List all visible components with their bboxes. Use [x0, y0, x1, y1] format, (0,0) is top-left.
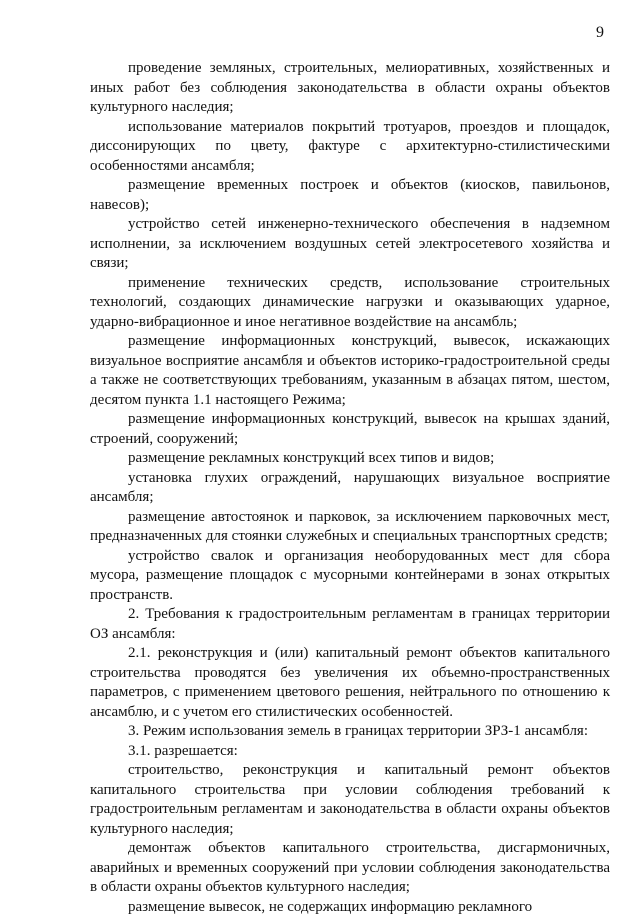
paragraph: 2.1. реконструкция и (или) капитальный ремонт объектов капитального строительства проводятся без увеличения их объемно-пространственных параметров, с применением цветового решения, нейтрального по отношению к ансамблю, и с учетом его стилистических особенностей.	[90, 644, 610, 722]
paragraph: использование материалов покрытий тротуаров, проездов и площадок, диссонирующих по цвету, фактуре с архитектурно-стилистическими особенностями ансамбля;	[90, 118, 610, 177]
paragraph: устройство свалок и организация необорудованных мест для сбора мусора, размещение площадок с мусорными контейнерами в зонах открытых пространств.	[90, 547, 610, 606]
paragraph: строительство, реконструкция и капитальный ремонт объектов капитального строительства при условии соблюдения требований к градостроительным регламентам и законодательства в области охраны объектов культурного наследия;	[90, 761, 610, 839]
paragraph: размещение автостоянок и парковок, за исключением парковочных мест, предназначенных для стоянки служебных и специальных транспортных средств;	[90, 508, 610, 547]
paragraph: применение технических средств, использование строительных технологий, создающих динамические нагрузки и оказывающих ударное, ударно-вибрационное и иное негативное воздействие на ансамбль;	[90, 274, 610, 333]
section-heading: 3. Режим использования земель в границах территории ЗРЗ-1 ансамбля:	[90, 722, 610, 742]
paragraph: размещение временных построек и объектов (киосков, павильонов, навесов);	[90, 176, 610, 215]
paragraph: демонтаж объектов капитального строительства, дисгармоничных, аварийных и временных сооружений при условии соблюдения законодательства в области охраны объектов культурного наследия;	[90, 839, 610, 898]
page-number: 9	[596, 24, 604, 42]
document-body	[90, 59, 610, 917]
paragraph: размещение рекламных конструкций всех типов и видов;	[90, 449, 610, 469]
paragraph: установка глухих ограждений, нарушающих визуальное восприятие ансамбля;	[90, 469, 610, 508]
paragraph: размещение информационных конструкций, вывесок, искажающих визуальное восприятие ансамбля и объектов историко-градостроительной среды а также не соответствующих требованиям, указанным в абзацах пятом, шестом, десятом пункта 1.1 настоящего Режима;	[90, 332, 610, 410]
paragraph: устройство сетей инженерно-технического обеспечения в надземном исполнении, за исключением воздушных сетей электросетевого хозяйства и связи;	[90, 215, 610, 274]
paragraph: размещение вывесок, не содержащих информацию рекламного	[90, 898, 610, 917]
paragraph: проведение земляных, строительных, мелиоративных, хозяйственных и иных работ без соблюдения законодательства в области охраны объектов культурного наследия;	[90, 59, 610, 118]
section-heading: 2. Требования к градостроительным регламентам в границах территории ОЗ ансамбля:	[90, 605, 610, 644]
paragraph: размещение информационных конструкций, вывесок на крышах зданий, строений, сооружений;	[90, 410, 610, 449]
subsection-heading: 3.1. разрешается:	[90, 742, 610, 762]
